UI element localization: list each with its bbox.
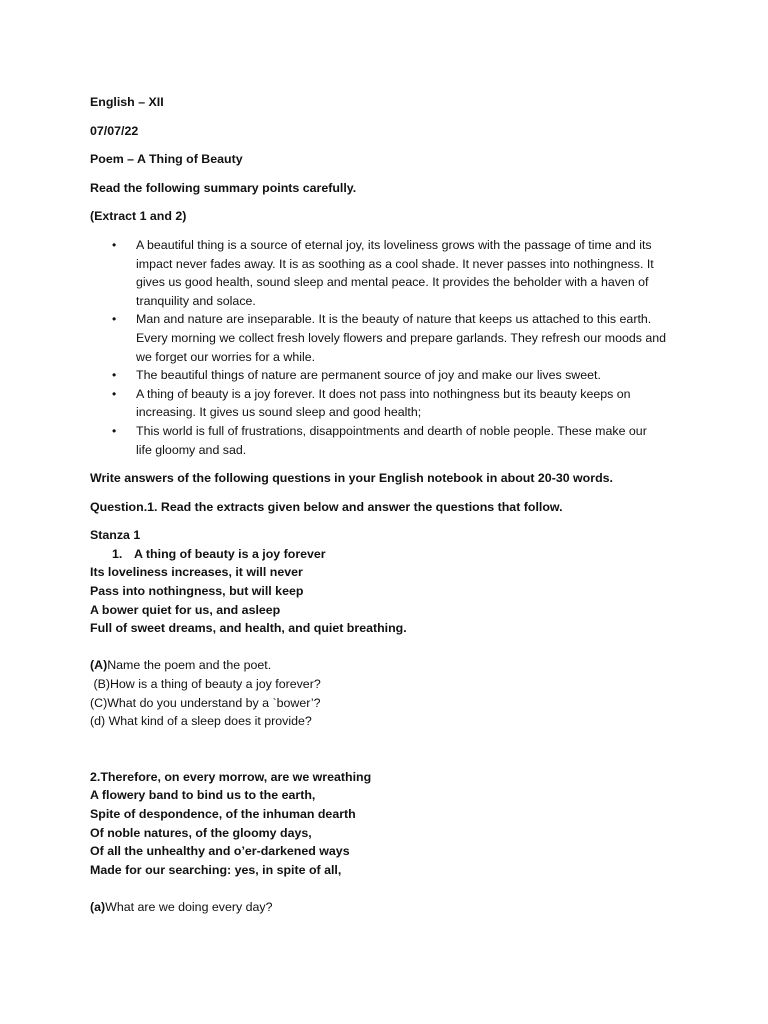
stanza-1-question-d: (d) What kind of a sleep does it provide? xyxy=(90,714,312,729)
stanza-1-first-line xyxy=(90,545,690,564)
date-heading: 07/07/22 xyxy=(90,123,139,138)
stanza-1-question-a: (A)Name the poem and the poet. xyxy=(90,658,272,673)
document-content xyxy=(90,93,690,917)
stanza-2-line: Of noble natures, of the gloomy days, xyxy=(90,825,312,840)
stanza-1-line: Pass into nothingness, but will keep xyxy=(90,584,304,599)
stanza-1-label: Stanza 1 xyxy=(90,528,141,543)
write-instruction: Write answers of the following questions in your English notebook in about 20-30 words. xyxy=(90,471,613,486)
stanza-2-line: Spite of despondence, of the inhuman dearth xyxy=(90,807,356,821)
stanza-1-first-line-text: A thing of beauty is a joy forever xyxy=(134,546,326,561)
stanza-1-question-b: (B)How is a thing of beauty a joy forever? xyxy=(90,677,321,692)
stanza-2-line: 2.Therefore, on every morrow, are we wreathing xyxy=(90,769,372,784)
summary-point: • A beautiful thing is a source of eternal joy, its loveliness grows with the passage of time and its impact never fades away. It is as soothing as a cool shade. It never passes into nothingness. It gives us good health, sound sleep and mental peace. It provides the beholder with a haven of tranquility and solace. xyxy=(90,236,690,310)
summary-point: • The beautiful things of nature are permanent source of joy and make our lives sweet. xyxy=(90,366,690,385)
subject-heading: English – XII xyxy=(90,95,164,109)
instruction-heading: Read the following summary points carefully. xyxy=(90,180,357,195)
stanza-1-line: A bower quiet for us, and asleep xyxy=(90,602,281,617)
stanza-1-line: Its loveliness increases, it will never xyxy=(90,565,303,580)
summary-points-list xyxy=(90,236,690,459)
summary-point: • A thing of beauty is a joy forever. It does not pass into nothingness but its beauty keeps on increasing. It gives us sound sleep and good health; xyxy=(90,385,690,422)
poem-heading: Poem – A Thing of Beauty xyxy=(90,152,243,167)
stanza-1-line: Full of sweet dreams, and health, and quiet breathing. xyxy=(90,621,407,636)
extracts-heading: (Extract 1 and 2) xyxy=(90,209,187,224)
summary-point: • This world is full of frustrations, disappointments and dearth of noble people. These make our life gloomy and sad. xyxy=(90,422,690,459)
question-1-heading: Question.1. Read the extracts given below and answer the questions that follow. xyxy=(90,499,563,514)
summary-point: • Man and nature are inseparable. It is the beauty of nature that keeps us attached to this earth. Every morning we collect fresh lovely flowers and prepare garlands. They refresh our moods and we forget our worries for a while. xyxy=(90,310,690,366)
stanza-1-question-c: (C)What do you understand by a `bower’? xyxy=(90,695,321,710)
stanza-1-number: 1. xyxy=(112,546,123,561)
stanza-2-line: Made for our searching: yes, in spite of all, xyxy=(90,862,342,877)
stanza-2-line: A flowery band to bind us to the earth, xyxy=(90,788,316,803)
stanza-2-question-a: (a)What are we doing every day? xyxy=(90,899,273,914)
stanza-2-line: Of all the unhealthy and o’er-darkened ways xyxy=(90,844,350,859)
